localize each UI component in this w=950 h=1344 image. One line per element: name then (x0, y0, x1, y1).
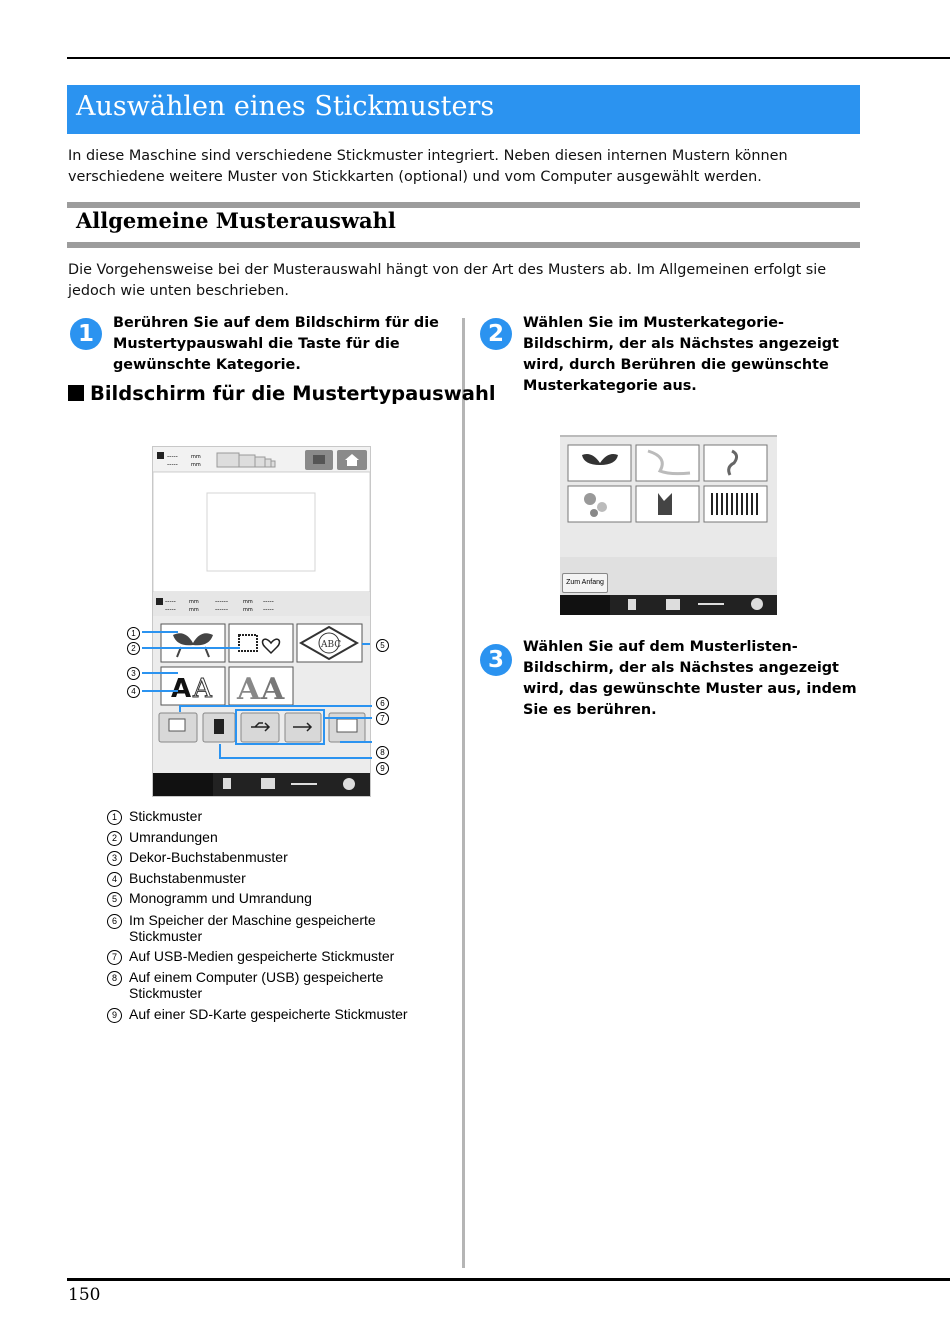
step-1-text: Berühren Sie auf dem Bildschirm für die Mustertypauswahl die Taste für die gewünschte Kategorie. (113, 315, 439, 373)
legend-text: Umrandungen (129, 829, 218, 845)
legend-number: 2 (107, 831, 122, 846)
svg-text:-----: ----- (263, 606, 274, 613)
svg-text:mm: mm (243, 599, 253, 605)
legend-number: 7 (107, 950, 122, 965)
legend-number: 6 (107, 914, 122, 929)
svg-text:-----: ----- (165, 598, 176, 605)
callout-7: 7 (376, 712, 389, 725)
square-bullet-icon (68, 385, 84, 401)
svg-text:ABC: ABC (321, 640, 342, 650)
legend-number: 3 (107, 851, 122, 866)
legend (107, 808, 427, 1028)
svg-text:-----: ----- (165, 606, 176, 613)
size-icon (157, 452, 164, 459)
legend-number: 5 (107, 892, 122, 907)
svg-text:mm: mm (191, 454, 201, 460)
svg-text:mm: mm (191, 462, 201, 468)
legend-text: Auf einem Computer (USB) gespeicherte Stickmuster (129, 969, 384, 1001)
legend-text: Buchstabenmuster (129, 870, 246, 886)
svg-text:mm: mm (189, 607, 199, 613)
section-bar-bottom (67, 242, 860, 248)
svg-text:A: A (261, 672, 285, 707)
home-button[interactable]: Zum Anfang (562, 573, 608, 593)
section-title: Allgemeine Musterauswahl (76, 208, 396, 233)
step-2-number: 2 (480, 318, 512, 350)
callout-5: 5 (376, 639, 389, 652)
legend-number: 8 (107, 971, 122, 986)
pattern-category-screen (560, 435, 777, 615)
svg-text:mm: mm (243, 607, 253, 613)
top-rule (67, 57, 950, 59)
svg-text:------: ------ (215, 598, 228, 605)
subheading (68, 382, 496, 405)
callout-lines (120, 620, 400, 780)
legend-text: Im Speicher der Maschine gespeicherte Stickmuster (129, 912, 376, 944)
callout-9: 9 (376, 762, 389, 775)
svg-text:mm: mm (189, 599, 199, 605)
legend-text: Stickmuster (129, 808, 203, 824)
legend-text: Auf einer SD-Karte gespeicherte Stickmuster (129, 1006, 408, 1022)
legend-text: Auf USB-Medien gespeicherte Stickmuster (129, 948, 395, 964)
callout-4: 4 (127, 685, 140, 698)
step-3-text: Wählen Sie auf dem Musterlisten-Bildschirm, der als Nächstes angezeigt wird, das gewünschte Muster aus, indem Sie es berühren. (523, 639, 857, 718)
svg-text:A: A (193, 674, 212, 704)
callout-3: 3 (127, 667, 140, 680)
svg-text:A: A (171, 674, 192, 704)
step-1-number: 1 (70, 318, 102, 350)
column-divider (462, 318, 465, 1268)
section-text: Die Vorgehensweise bei der Musterauswahl hängt von der Art des Musters ab. Im Allgemeinen erfolgt sie jedoch wie unten beschrieben. (68, 262, 827, 299)
callout-2: 2 (127, 642, 140, 655)
svg-text:A: A (237, 672, 261, 707)
svg-text:-----: ----- (263, 598, 274, 605)
page-title: Auswählen eines Stickmusters (76, 91, 495, 122)
category-frame (636, 445, 699, 481)
legend-number: 9 (107, 1008, 122, 1023)
legend-number: 4 (107, 872, 122, 887)
callout-8: 8 (376, 746, 389, 759)
svg-text:-----: ----- (167, 453, 178, 460)
legend-text: Dekor-Buchstabenmuster (129, 849, 288, 865)
callout-1: 1 (127, 627, 140, 640)
svg-text:-----: ----- (167, 461, 178, 468)
step-3-number: 3 (480, 644, 512, 676)
legend-number: 1 (107, 810, 122, 825)
page-number: 150 (68, 1285, 101, 1305)
intro-text: In diese Maschine sind verschiedene Stickmuster integriert. Neben diesen internen Mustern können verschiedene weitere Muster von Stickkarten (optional) und vom Computer ausgewählt werden. (68, 148, 788, 185)
callout-6: 6 (376, 697, 389, 710)
footer-rule (67, 1278, 950, 1281)
legend-text: Monogramm und Umrandung (129, 890, 312, 906)
step-2-text: Wählen Sie im Musterkategorie-Bildschirm, der als Nächstes angezeigt wird, durch Berühren die gewünschte Musterkategorie aus. (523, 315, 839, 394)
svg-text:------: ------ (215, 606, 228, 613)
subheading-text: Bildschirm für die Mustertypauswahl (90, 382, 496, 405)
title-bar (67, 85, 860, 134)
